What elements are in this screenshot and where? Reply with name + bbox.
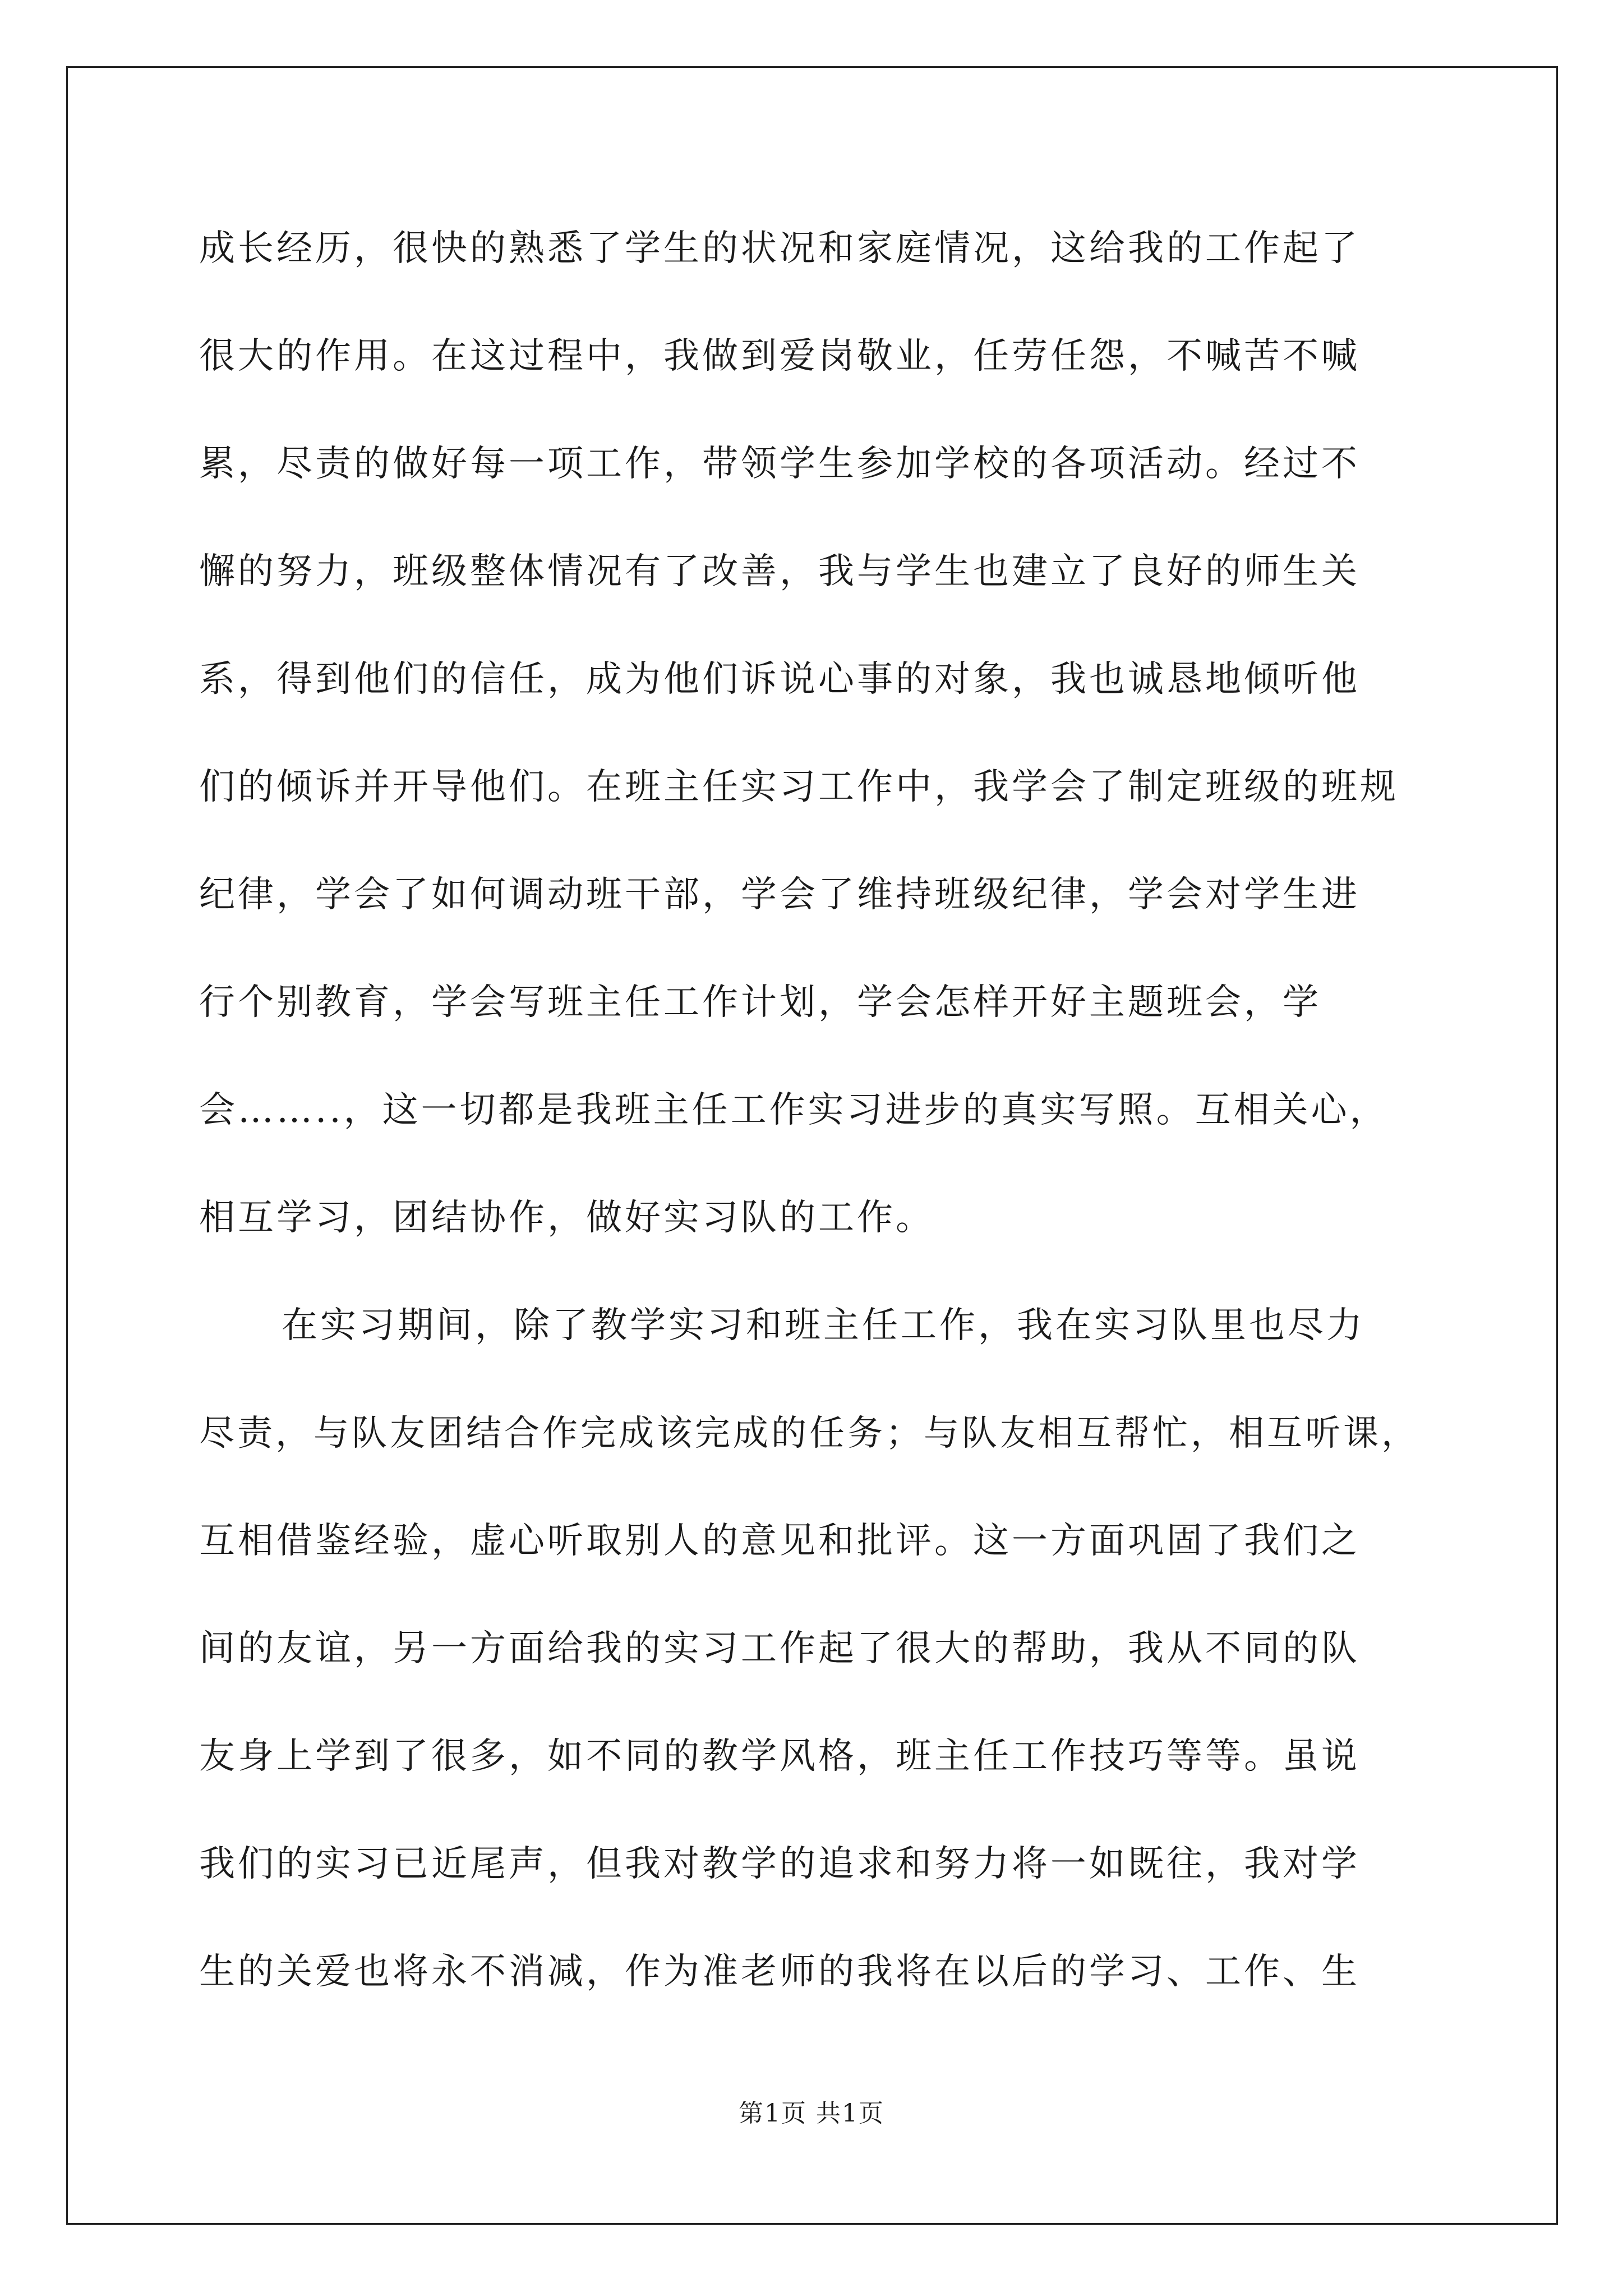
paragraph-line: 懈的努力，班级整体情况有了改善，我与学生也建立了良好的师生关 xyxy=(199,551,1360,592)
paragraph-line: 生的关爱也将永不消减，作为准老师的我将在以后的学习、工作、生 xyxy=(199,1951,1360,1993)
paragraph-line: 友身上学到了很多，如不同的教学风格，班主任工作技巧等等。虽说 xyxy=(199,1736,1360,1777)
paragraph-line: 会……..，这一切都是我班主任工作实习进步的真实写照。互相关心， xyxy=(199,1089,1389,1131)
paragraph-line: 系，得到他们的信任，成为他们诉说心事的对象，我也诚恳地倾听他 xyxy=(199,659,1360,700)
paragraph-line: 间的友谊，另一方面给我的实习工作起了很大的帮助，我从不同的队 xyxy=(199,1628,1360,1669)
page-number: 第1页 共1页 xyxy=(739,2099,884,2128)
paragraph-line: 我们的实习已近尾声，但我对教学的追求和努力将一如既往，我对学 xyxy=(199,1843,1360,1885)
paragraph-line: 行个别教育，学会写班主任工作计划，学会怎样开好主题班会，学 xyxy=(199,982,1321,1023)
paragraph-line: 们的倾诉并开导他们。在班主任实习工作中，我学会了制定班级的班规 xyxy=(199,766,1399,808)
paragraph-line: 相互学习，团结协作，做好实习队的工作。 xyxy=(199,1197,934,1239)
paragraph-line: 很大的作用。在这过程中，我做到爱岗敬业，任劳任怨，不喊苦不喊 xyxy=(199,335,1360,377)
paragraph-line: 累，尽责的做好每一项工作，带领学生参加学校的各项活动。经过不 xyxy=(199,443,1360,485)
paragraph-line: 尽责，与队友团结合作完成该完成的任务；与队友相互帮忙，相互听课， xyxy=(199,1412,1419,1453)
page-border xyxy=(66,66,1558,2225)
paragraph-line: 互相借鉴经验，虚心听取别人的意见和批评。这一方面巩固了我们之 xyxy=(199,1520,1360,1562)
paragraph-line: 纪律，学会了如何调动班干部，学会了维持班级纪律，学会对学生进 xyxy=(199,874,1360,915)
paragraph-line: 在实习期间，除了教学实习和班主任工作，我在实习队里也尽力 xyxy=(282,1305,1365,1346)
paragraph-line: 成长经历，很快的熟悉了学生的状况和家庭情况，这给我的工作起了 xyxy=(199,228,1360,269)
